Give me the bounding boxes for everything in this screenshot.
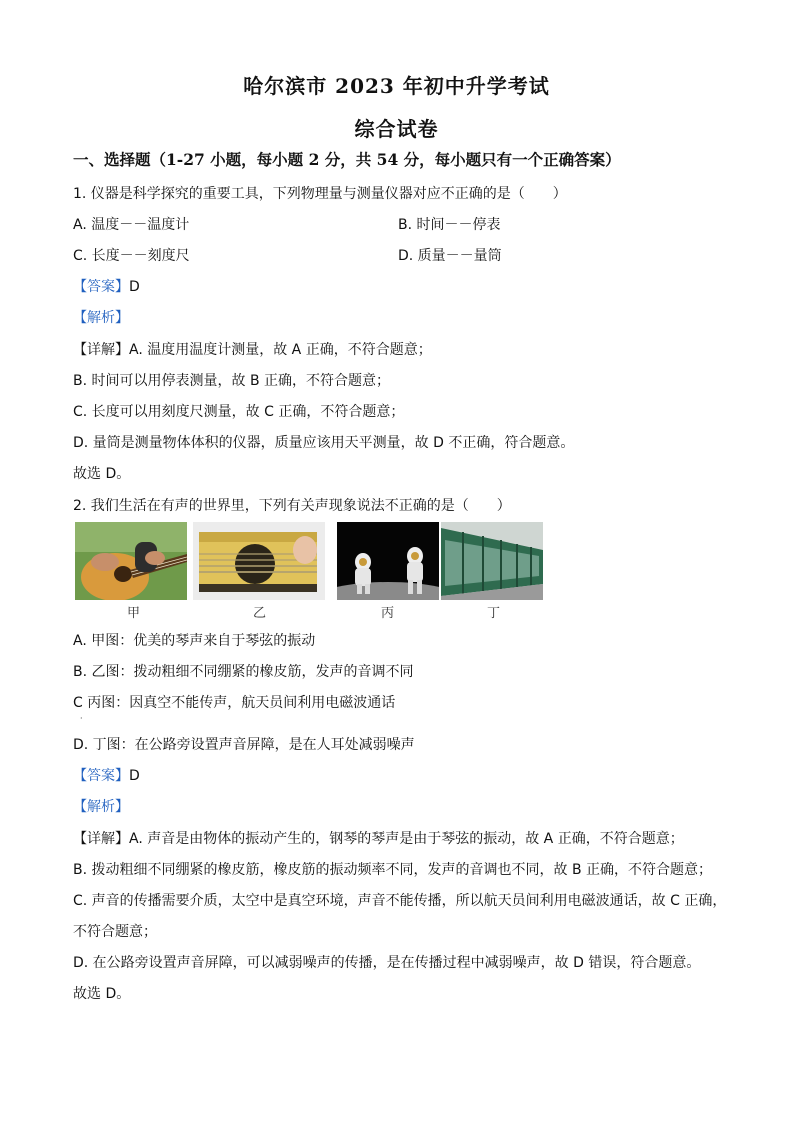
q1-detail-line-1	[73, 339, 432, 359]
q2-detail-line-1	[73, 828, 684, 848]
q2-detail-text-1: A. 声音是由物体的振动产生的，钢琴的琴声是由于琴弦的振动，故 A 正确，不符合题意；	[129, 831, 684, 847]
q2-analysis-tag: 【解析】	[73, 799, 129, 815]
q2-stem: 2. 我们生活在有声的世界里，下列有关声现象说法不正确的是（ ）	[73, 498, 511, 514]
page-title: 哈尔滨市 2023 年初中升学考试	[243, 74, 550, 98]
q1-answer: D	[129, 279, 140, 295]
q2-option-c-dot-mark: ·	[80, 714, 83, 723]
q2-detail-line-4: 不符合题意；	[73, 924, 157, 940]
q1-analysis-line	[73, 307, 129, 327]
figure-caption-ding: 丁	[487, 606, 501, 621]
figure-ding-sound-barrier-image	[441, 522, 543, 600]
q2-detail-line-3: C. 声音的传播需要介质，太空中是真空环境，声音不能传播，所以航天员间利用电磁波通话，故 C 正确，	[73, 893, 727, 909]
page-subtitle: 综合试卷	[354, 117, 439, 141]
q2-answer-tag: 【答案】	[73, 768, 129, 784]
figure-jia-guitar-image	[75, 522, 187, 600]
q2-figure-strip	[75, 522, 545, 622]
q2-answer-line	[73, 765, 140, 785]
q1-option-c: C. 长度－－刻度尺	[73, 248, 190, 264]
q1-detail-tag: 【详解】	[73, 342, 129, 358]
q1-detail-line-2: B. 时间可以用停表测量，故 B 正确，不符合题意；	[73, 373, 391, 389]
q2-detail-tag: 【详解】	[73, 831, 129, 847]
q2-conclusion: 故选 D。	[73, 986, 131, 1002]
section-heading: 一、选择题（1-27 小题，每小题 2 分，共 54 分，每小题只有一个正确答案）	[73, 150, 621, 169]
q2-answer: D	[129, 768, 140, 784]
q1-answer-line	[73, 276, 140, 296]
figure-bing-astronauts-image	[337, 522, 439, 600]
q2-option-a: A. 甲图：优美的琴声来自于琴弦的振动	[73, 633, 316, 649]
q1-option-a: A. 温度－－温度计	[73, 217, 190, 233]
figure-yi-rubber-band-box-image	[193, 522, 325, 600]
figure-caption-yi: 乙	[253, 606, 267, 621]
figure-caption-jia: 甲	[127, 606, 141, 621]
q1-detail-line-3: C. 长度可以用刻度尺测量，故 C 正确，不符合题意；	[73, 404, 405, 420]
q2-option-c: C 丙图：因真空不能传声，航天员间利用电磁波通话	[73, 695, 396, 711]
q1-stem: 1. 仪器是科学探究的重要工具，下列物理量与测量仪器对应不正确的是（ ）	[73, 186, 567, 202]
q2-analysis-line	[73, 796, 129, 816]
q1-answer-tag: 【答案】	[73, 279, 129, 295]
q2-option-b: B. 乙图：拨动粗细不同绷紧的橡皮筋，发声的音调不同	[73, 664, 414, 680]
q2-option-d: D. 丁图：在公路旁设置声音屏障，是在人耳处减弱噪声	[73, 737, 415, 753]
q1-detail-text-1: A. 温度用温度计测量，故 A 正确，不符合题意；	[129, 342, 432, 358]
figure-caption-bing: 丙	[381, 606, 395, 621]
q1-conclusion: 故选 D。	[73, 466, 131, 482]
q1-analysis-tag: 【解析】	[73, 310, 129, 326]
q1-option-d: D. 质量－－量筒	[398, 248, 502, 264]
q2-detail-line-5: D. 在公路旁设置声音屏障，可以减弱噪声的传播，是在传播过程中减弱噪声，故 D 错误，符合题意。	[73, 955, 701, 971]
q1-option-b: B. 时间－－停表	[398, 217, 501, 233]
q1-detail-line-4: D. 量筒是测量物体体积的仪器，质量应该用天平测量，故 D 不正确，符合题意。	[73, 435, 575, 451]
q2-detail-line-2: B. 拨动粗细不同绷紧的橡皮筋，橡皮筋的振动频率不同，发声的音调也不同，故 B 正确，不符合题意；	[73, 862, 713, 878]
